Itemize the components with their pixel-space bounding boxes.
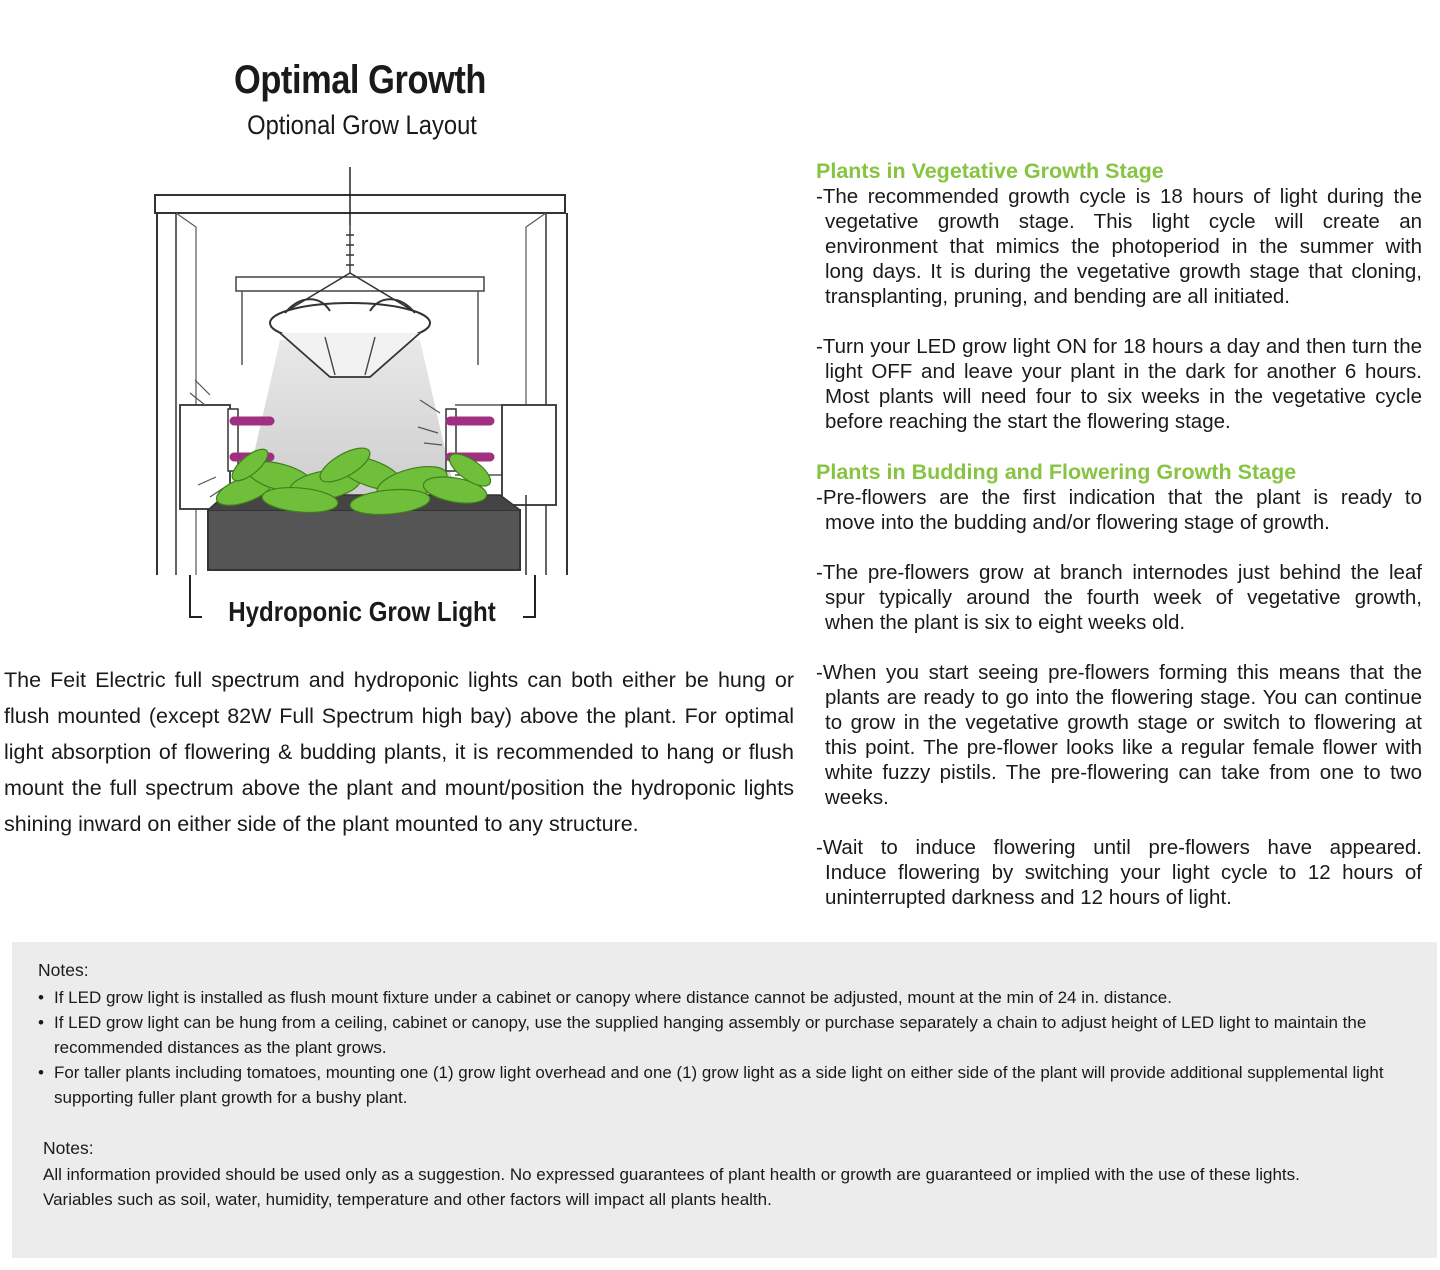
hydroponic-light-label: Hydroponic Grow Light bbox=[228, 596, 496, 627]
paragraph-line: environment that mimics the photoperiod in the summer with bbox=[825, 235, 1422, 258]
mounting-description bbox=[4, 662, 794, 842]
flowering-heading: Plants in Budding and Flowering Growth Stage bbox=[816, 460, 1297, 484]
description-line: light absorption of flowering & budding plants, it is recommended to hang or flush bbox=[4, 740, 794, 764]
list-item bbox=[38, 985, 1383, 1010]
paragraph-line: before reaching the start the flowering stage. bbox=[825, 410, 1231, 433]
list-item bbox=[38, 1010, 1383, 1060]
paragraph-line: Most plants will need four to six weeks in the vegetative cycle bbox=[825, 385, 1422, 408]
paragraph-line: spur typically around the fourth week of vegetative growth, bbox=[825, 586, 1422, 609]
paragraph-line: light OFF and leave your plant in the dark for another 6 hours. bbox=[825, 360, 1422, 383]
note-line: If LED grow light is installed as flush mount fixture under a cabinet or canopy where distance cannot be adjusted, mount at the min of 24 in. distance. bbox=[54, 988, 1172, 1007]
description-line: mount the full spectrum above the plant and mount/position the hydroponic lights bbox=[4, 776, 794, 800]
note-line: supporting fuller plant growth for a bushy plant. bbox=[54, 1088, 408, 1107]
disclaimer-line: Variables such as soil, water, humidity, temperature and other factors will impact all plants health. bbox=[43, 1190, 772, 1209]
flowering-paragraph bbox=[816, 835, 1422, 910]
flowering-paragraph bbox=[816, 660, 1422, 810]
paragraph-line: plants are ready to go into the flowering stage. You can continue bbox=[825, 686, 1422, 709]
vegetative-paragraph bbox=[816, 334, 1422, 434]
list-item bbox=[38, 1060, 1383, 1110]
paragraph-line: -The pre-flowers grow at branch internodes just behind the leaf bbox=[816, 561, 1422, 584]
growth-stage-guide bbox=[816, 158, 1422, 935]
note-line: recommended distances as the plant grows. bbox=[54, 1038, 387, 1057]
note-line: For taller plants including tomatoes, mounting one (1) grow light overhead and one (1) grow light as a side light on either side of the plant will provide additional supplemental light bbox=[54, 1063, 1384, 1082]
disclaimer-text bbox=[43, 1162, 1300, 1212]
flowering-paragraph bbox=[816, 560, 1422, 635]
disclaimer-line: All information provided should be used only as a suggestion. No expressed guarantees of plant health or growth are guaranteed or implied with the use of these lights. bbox=[43, 1165, 1300, 1184]
bullet-icon: • bbox=[38, 1063, 44, 1082]
paragraph-line: to grow in the vegetative growth stage or switch to flowering at bbox=[825, 711, 1422, 734]
description-line: shining inward on either side of the plant mounted to any structure. bbox=[4, 812, 639, 836]
page-subtitle: Optional Grow Layout bbox=[247, 110, 477, 140]
paragraph-line: -When you start seeing pre-flowers forming this means that the bbox=[816, 661, 1422, 684]
paragraph-line: transplanting, pruning, and bending are all initiated. bbox=[825, 285, 1290, 308]
paragraph-line: vegetative growth stage. This light cycle will create an bbox=[825, 210, 1422, 233]
paragraph-line: -Turn your LED grow light ON for 18 hours a day and then turn the bbox=[816, 335, 1422, 358]
paragraph-line: white fuzzy pistils. The pre-flowering can take from one to two bbox=[825, 761, 1422, 784]
paragraph-line: -Pre-flowers are the first indication that the plant is ready to bbox=[816, 486, 1422, 509]
description-line: The Feit Electric full spectrum and hydroponic lights can both either be hung or bbox=[4, 668, 794, 692]
notes-heading: Notes: bbox=[38, 960, 89, 980]
flowering-paragraph bbox=[816, 485, 1422, 535]
paragraph-line: this point. The pre-flower looks like a regular female flower with bbox=[825, 736, 1422, 759]
paragraph-line: long days. It is during the vegetative growth stage that cloning, bbox=[825, 260, 1422, 283]
paragraph-line: weeks. bbox=[825, 786, 889, 809]
paragraph-line: move into the budding and/or flowering stage of growth. bbox=[825, 511, 1330, 534]
paragraph-line: -Wait to induce flowering until pre-flowers have appeared. bbox=[816, 836, 1422, 859]
page-title: Optimal Growth bbox=[234, 58, 486, 102]
paragraph-line: uninterrupted darkness and 12 hours of light. bbox=[825, 886, 1232, 909]
vegetative-heading: Plants in Vegetative Growth Stage bbox=[816, 159, 1164, 183]
bullet-icon: • bbox=[38, 1013, 44, 1032]
paragraph-line: when the plant is six to eight weeks old. bbox=[825, 611, 1186, 634]
vegetative-paragraph bbox=[816, 184, 1422, 309]
notes-list bbox=[38, 985, 1383, 1110]
note-line: If LED grow light can be hung from a ceiling, cabinet or canopy, use the supplied hanging assembly or purchase separately a chain to adjust height of LED light to maintain the bbox=[54, 1013, 1367, 1032]
paragraph-line: -The recommended growth cycle is 18 hours of light during the bbox=[816, 185, 1422, 208]
description-line: flush mounted (except 82W Full Spectrum high bay) above the plant. For optimal bbox=[4, 704, 794, 728]
grow-layout-illustration bbox=[150, 165, 570, 625]
bullet-icon: • bbox=[38, 988, 44, 1007]
paragraph-line: Induce flowering by switching your light cycle to 12 hours of bbox=[825, 861, 1422, 884]
disclaimer-heading: Notes: bbox=[43, 1138, 94, 1158]
